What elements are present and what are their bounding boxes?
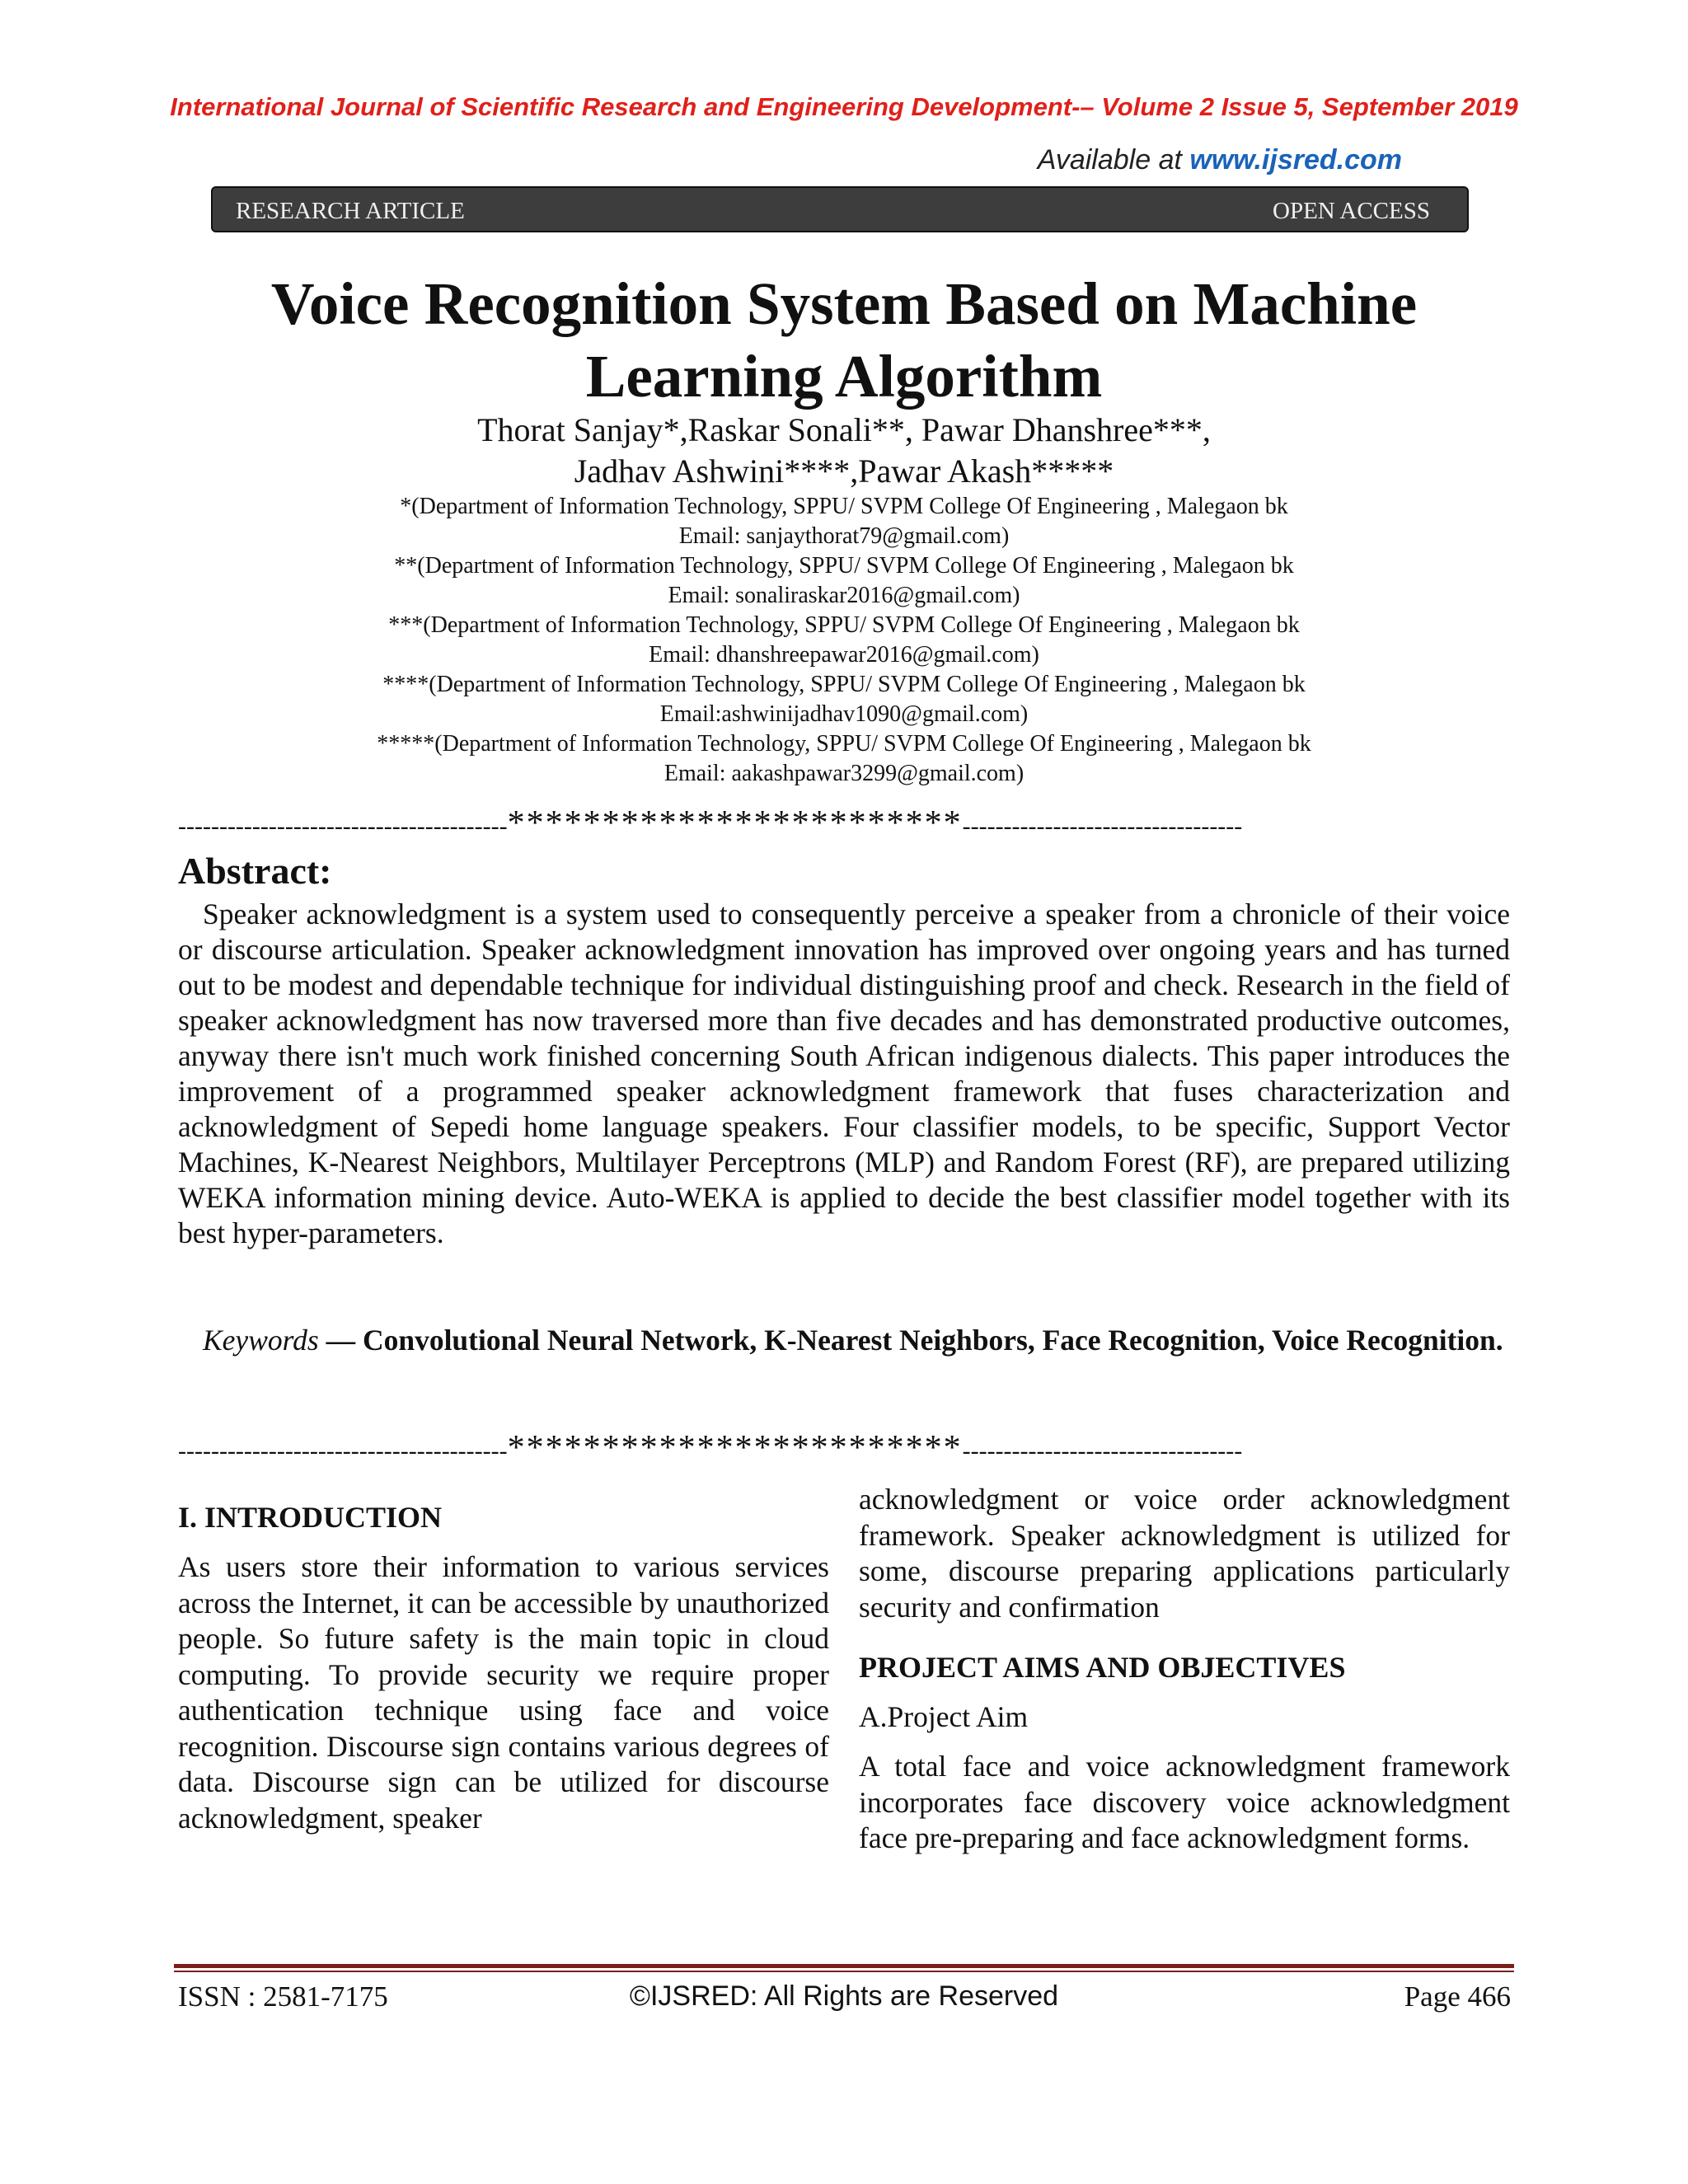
open-access-label: OPEN ACCESS: [1273, 198, 1430, 224]
affiliation-line: ***(Department of Information Technology, SPPU/ SVPM College Of Engineering , Malegaon bk: [388, 612, 1300, 638]
footer-rule: [174, 1964, 1514, 1968]
section-separator: [178, 1428, 1507, 1468]
footer-issn: ISSN : 2581-7175: [178, 1980, 388, 2013]
paper-title-line-1: Voice Recognition System Based on Machine: [270, 270, 1418, 337]
paper-title-line-2: Learning Algorithm: [585, 343, 1103, 410]
keywords-label: Keywords: [203, 1324, 319, 1357]
aims-text: A total face and voice acknowledgment framework incorporates face discovery voice acknowledgment face pre-preparing and face acknowledgment forms.: [859, 1750, 1510, 1854]
section-separator: [178, 804, 1507, 843]
paper-title: [0, 268, 1688, 413]
abstract-heading: Abstract:: [178, 850, 332, 892]
affiliation-line: Email: sonaliraskar2016@gmail.com): [668, 583, 1020, 608]
keywords-dash: —: [318, 1324, 363, 1357]
introduction-continued: acknowledgment or voice order acknowledgment framework. Speaker acknowledgment is utilized for some, discourse preparing applications particularly security and confirmation: [859, 1483, 1510, 1624]
separator-dashes-left: ----------------------------------------: [178, 813, 508, 840]
affiliation-line: Email: sanjaythorat79@gmail.com): [678, 523, 1010, 549]
footer-copyright: ©IJSRED: All Rights are Reserved: [629, 1980, 1059, 2012]
authors-line-2: Jadhav Ashwini****,Pawar Akash*****: [574, 452, 1114, 490]
affiliation-line: **(Department of Information Technology, SPPU/ SVPM College Of Engineering , Malegaon bk: [394, 553, 1294, 579]
separator-dashes-left: ----------------------------------------: [178, 1437, 508, 1465]
left-column: [178, 1500, 829, 1836]
aims-subheading: A.Project Aim: [859, 1700, 1029, 1733]
affiliation-line: Email: dhanshreepawar2016@gmail.com): [649, 642, 1039, 668]
abstract-text: Speaker acknowledgment is a system used to consequently perceive a speaker from a chronicle of their voice or discourse articulation. Speaker acknowledgment innovation has improved over ongoing years and has turned out to be modest and dependable technique for individual distinguishing proof and check. Research in the field of speaker acknowledgment has now traversed more than five decades and has demonstrated productive outcomes, anyway there isn't much work finished concerning South African indigenous dialects. This paper introduces the improvement of a programmed speaker acknowledgment framework that fuses characterization and acknowledgment of Sepedi home language speakers. Four classifier models, to be specific, Support Vector Machines, K-Nearest Neighbors, Multilayer Perceptrons (MLP) and Random Forest (RF), are prepared utilizing WEKA information mining device. Auto-WEKA is applied to decide the best classifier model together with its best hyper-parameters.: [178, 898, 1510, 1249]
available-prefix: Available at: [1037, 144, 1182, 176]
research-article-label: RESEARCH ARTICLE: [236, 198, 465, 224]
introduction-text: As users store their information to various services across the Internet, it can be accessible by unauthorized people. So future safety is the main topic in cloud computing. To provide security we require proper authentication technique using face and voice recognition. Discourse sign contains various degrees of data. Discourse sign can be utilized for discourse acknowledgment, speaker: [178, 1550, 829, 1835]
affiliations: [0, 492, 1688, 789]
keywords-terms: Convolutional Neural Network, K-Nearest Neighbors, Face Recognition, Voice Recognition.: [362, 1324, 1503, 1357]
availability-line: [1038, 144, 1402, 176]
affiliation-line: *****(Department of Information Technology, SPPU/ SVPM College Of Engineering , Malegaon bk: [377, 731, 1311, 757]
introduction-heading: I. INTRODUCTION: [178, 1501, 443, 1534]
affiliation-line: Email:ashwinijadhav1090@gmail.com): [659, 701, 1029, 727]
footer-page-number: Page 466: [1404, 1980, 1511, 2013]
separator-dashes-right: ----------------------------------: [962, 1437, 1243, 1465]
journal-website-link[interactable]: www.ijsred.com: [1189, 144, 1402, 176]
keywords: [178, 1323, 1510, 1358]
affiliation-line: Email: aakashpawar3299@gmail.com): [663, 761, 1025, 786]
journal-header: International Journal of Scientific Research and Engineering Development-– Volume 2 Issue 5, September 2019: [170, 92, 1518, 121]
author-list: [0, 410, 1688, 492]
right-column: [859, 1482, 1510, 1857]
affiliation-line: ****(Department of Information Technology, SPPU/ SVPM College Of Engineering , Malegaon bk: [382, 672, 1306, 697]
aims-heading: PROJECT AIMS AND OBJECTIVES: [859, 1651, 1346, 1684]
article-type-banner: [211, 186, 1469, 232]
separator-dashes-right: ----------------------------------: [962, 813, 1243, 840]
separator-stars: ************************: [507, 804, 963, 842]
affiliation-line: *(Department of Information Technology, SPPU/ SVPM College Of Engineering , Malegaon bk: [400, 494, 1288, 519]
authors-line-1: Thorat Sanjay*,Raskar Sonali**, Pawar Dhanshree***,: [477, 411, 1211, 448]
separator-stars: ************************: [507, 1429, 963, 1467]
footer-rule-thin: [174, 1971, 1514, 1972]
